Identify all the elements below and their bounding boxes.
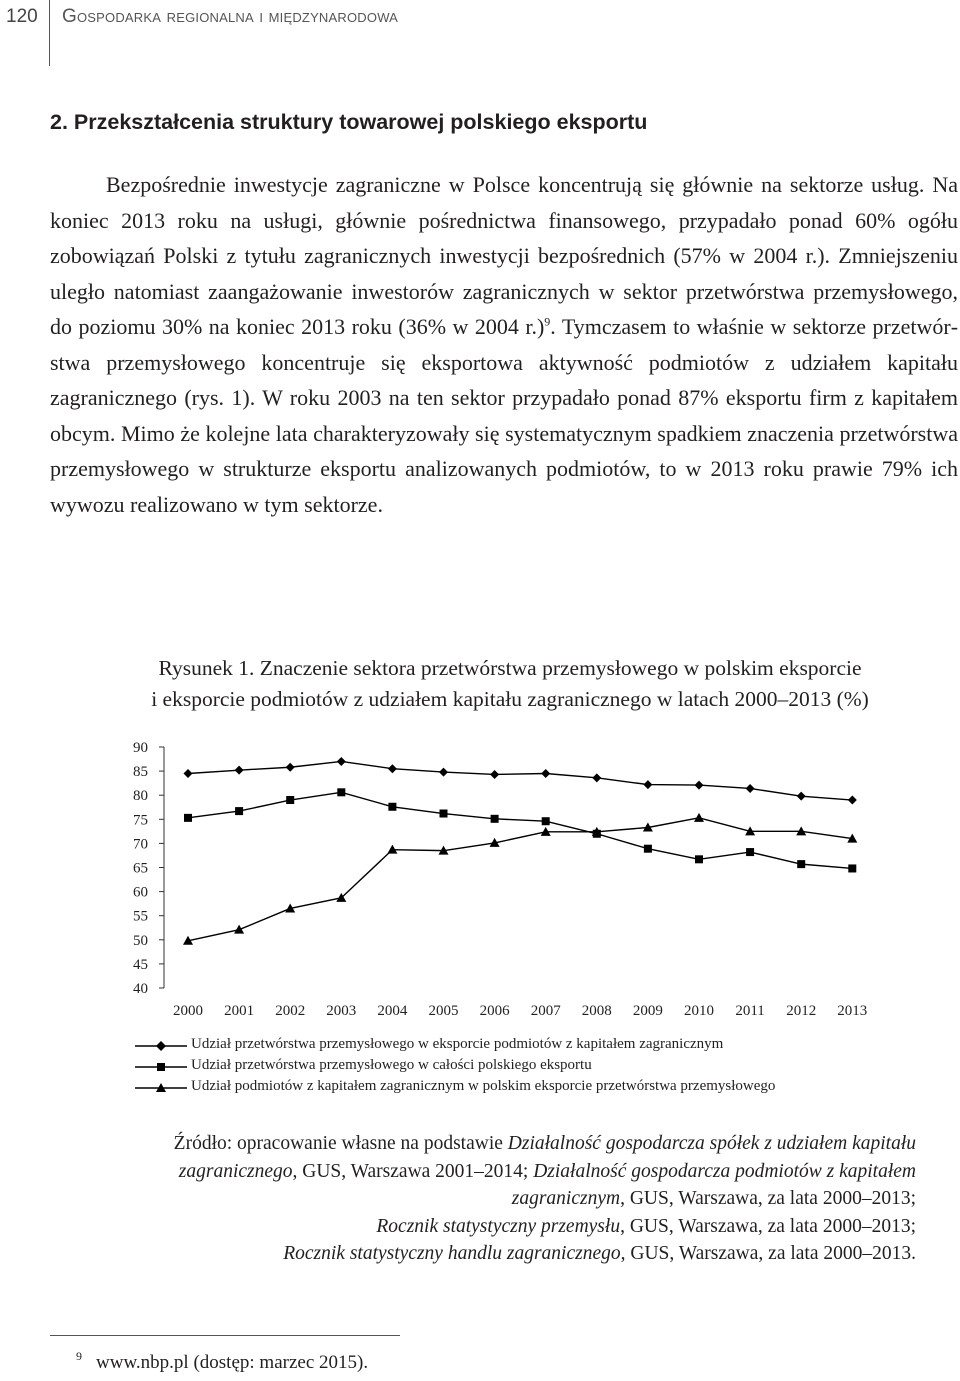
page-number: 120 bbox=[6, 6, 38, 27]
x-tick-label: 2010 bbox=[684, 1003, 714, 1019]
footnote-number: 9 bbox=[76, 1349, 82, 1363]
x-tick-label: 2009 bbox=[632, 1003, 663, 1019]
x-tick-label: 2006 bbox=[479, 1003, 510, 1019]
data-point-diamond bbox=[184, 769, 193, 778]
legend-item bbox=[135, 1078, 935, 1099]
source-label: Źródło: opracowanie własne na podstawie bbox=[173, 1133, 508, 1154]
y-tick-label: 60 bbox=[133, 884, 148, 901]
data-point-square bbox=[848, 864, 856, 872]
legend-triangle-marker-icon bbox=[135, 1080, 187, 1096]
data-point-square bbox=[337, 788, 345, 796]
x-tick-label: 2000 bbox=[173, 1003, 203, 1019]
data-point-square bbox=[491, 815, 499, 823]
data-point-square bbox=[644, 845, 652, 853]
data-point-diamond bbox=[388, 764, 397, 773]
source-ref-4-title: Rocznik statystyczny handlu zagranicznego bbox=[283, 1243, 621, 1264]
y-tick-label: 85 bbox=[133, 764, 148, 781]
source-ref-1-title: Działalność gospodarcza spółek z udziałem kapitału zagranicznego bbox=[178, 1133, 916, 1182]
data-point-square bbox=[695, 855, 703, 863]
x-tick-label: 2001 bbox=[224, 1003, 255, 1019]
series-line bbox=[188, 818, 852, 941]
source-ref-2-details: , GUS, Warszawa, za lata 2000–2013; bbox=[620, 1188, 916, 1209]
footnote bbox=[50, 1349, 369, 1374]
data-point-diamond bbox=[439, 768, 448, 777]
data-point-diamond bbox=[695, 781, 704, 790]
data-point-square bbox=[388, 803, 396, 811]
y-tick-label: 70 bbox=[133, 836, 148, 853]
x-tick-label: 2003 bbox=[326, 1003, 357, 1019]
x-tick-label: 2013 bbox=[837, 1003, 868, 1019]
y-tick-label: 45 bbox=[133, 956, 148, 973]
legend-item bbox=[135, 1057, 935, 1078]
x-tick-label: 2007 bbox=[530, 1003, 561, 1019]
legend-diamond-marker-icon bbox=[135, 1038, 187, 1054]
y-tick-label: 50 bbox=[133, 932, 148, 949]
y-tick-label: 40 bbox=[133, 981, 148, 997]
data-point-square bbox=[440, 810, 448, 818]
data-point-diamond bbox=[286, 763, 295, 772]
x-tick-label: 2005 bbox=[428, 1003, 459, 1019]
data-point-diamond bbox=[490, 770, 499, 779]
header-divider bbox=[49, 0, 50, 66]
chart-legend bbox=[135, 1036, 935, 1099]
chart-svg bbox=[100, 735, 900, 1035]
data-point-diamond bbox=[235, 766, 244, 775]
x-tick-label: 2004 bbox=[377, 1003, 408, 1019]
legend-label: Udział podmiotów z kapitałem zagranicznym w polskim eksporcie przetwórstwa przemysłowego bbox=[191, 1078, 776, 1094]
source-ref-4-details: , GUS, Warszawa, za lata 2000–2013. bbox=[620, 1243, 916, 1264]
paragraph-1-part-b: . Tymczasem to właśnie w sektorze przetwórstwa przemysłowego koncentruje się eksportowa aktywność podmiotów z udziałem kapitału zagranicznego (rys. 1). W roku 2003 na ten sektor przypadało ponad 87% eksportu firm z kapitałem obcym. Mimo że kolejne lata charakteryzowały się systematycznym spadkiem znaczenia przetwórstwa przemysłowego w strukturze eksportu analizowanych podmiotów, to w 2013 roku prawie 79% ich wywozu realizowano w tym sektorze. bbox=[50, 314, 959, 517]
figure-caption-line-1: Rysunek 1. Znaczenie sektora przetwórstwa przemysłowego w polskim eksporcie bbox=[158, 656, 862, 680]
data-point-square bbox=[797, 860, 805, 868]
data-point-diamond bbox=[592, 773, 601, 782]
data-point-diamond bbox=[848, 796, 857, 805]
data-point-triangle bbox=[234, 925, 244, 934]
data-point-diamond bbox=[643, 780, 652, 789]
y-tick-label: 55 bbox=[133, 908, 148, 925]
running-title: Gospodarka regionalna i międzynarodowa bbox=[62, 6, 399, 27]
footnote-ref[interactable]: 9 bbox=[544, 314, 551, 329]
y-tick-label: 65 bbox=[133, 860, 148, 877]
y-tick-label: 90 bbox=[133, 740, 148, 756]
x-tick-label: 2011 bbox=[735, 1003, 765, 1019]
data-point-diamond bbox=[337, 757, 346, 766]
legend-label: Udział przetwórstwa przemysłowego w całości polskiego eksportu bbox=[191, 1057, 592, 1073]
data-point-square bbox=[235, 807, 243, 815]
legend-label: Udział przetwórstwa przemysłowego w eksporcie podmiotów z kapitałem zagranicznym bbox=[191, 1036, 724, 1052]
footnote-text[interactable]: www.nbp.pl (dostęp: marzec 2015). bbox=[96, 1352, 369, 1373]
legend-square-marker-icon bbox=[135, 1059, 187, 1075]
figure-source bbox=[100, 1130, 916, 1268]
source-ref-2-title: Działalność gospodarcza podmiotów z kapitałem zagranicznym bbox=[511, 1160, 916, 1209]
data-point-triangle bbox=[694, 813, 704, 822]
source-ref-1-details: , GUS, Warszawa 2001–2014; bbox=[292, 1160, 534, 1182]
x-tick-label: 2002 bbox=[275, 1003, 306, 1019]
page-header bbox=[0, 0, 960, 64]
data-point-diamond bbox=[797, 792, 806, 801]
data-point-square bbox=[286, 796, 294, 804]
paragraph-1-part-a: Bezpośrednie inwestycje zagraniczne w Polsce koncentrują się głównie na sektorze usług. Na koniec 2013 roku na usługi, głównie pośrednictwa finansowego, przypadało ponad 60% ogółu zobowiązań Polski z tytułu zagranicznych inwestycji bezpośrednich (57% w 2004 r.). Zmniejszeniu uległo natomiast zaangażowanie inwestorów zagranicznych w sektor przetwórstwa przemysłowego, do poziomu 30% na koniec 2013 roku (36% w 2004 r.) bbox=[50, 172, 958, 339]
legend-item bbox=[135, 1036, 935, 1057]
figure-caption-line-2: i eksporcie podmiotów z udziałem kapitału zagranicznego w latach 2000–2013 (%) bbox=[151, 687, 869, 711]
x-tick-label: 2012 bbox=[786, 1003, 817, 1019]
source-ref-3-details: , GUS, Warszawa, za lata 2000–2013; bbox=[620, 1215, 916, 1237]
data-point-diamond bbox=[541, 769, 550, 778]
y-tick-label: 80 bbox=[133, 788, 148, 805]
x-tick-label: 2008 bbox=[581, 1003, 612, 1019]
figure-caption bbox=[80, 653, 940, 715]
paragraph-1 bbox=[50, 167, 958, 522]
source-ref-3-title: Rocznik statystyczny przemysłu bbox=[376, 1215, 621, 1237]
data-point-diamond bbox=[746, 784, 755, 793]
line-chart bbox=[100, 735, 900, 1035]
section-heading: 2. Przekształcenia struktury towarowej polskiego eksportu bbox=[50, 110, 648, 134]
data-point-square bbox=[184, 814, 192, 822]
footnote-divider bbox=[50, 1335, 400, 1336]
data-point-square bbox=[746, 848, 754, 856]
data-point-square bbox=[542, 817, 550, 825]
body-text bbox=[50, 167, 958, 522]
y-tick-label: 75 bbox=[133, 812, 148, 829]
